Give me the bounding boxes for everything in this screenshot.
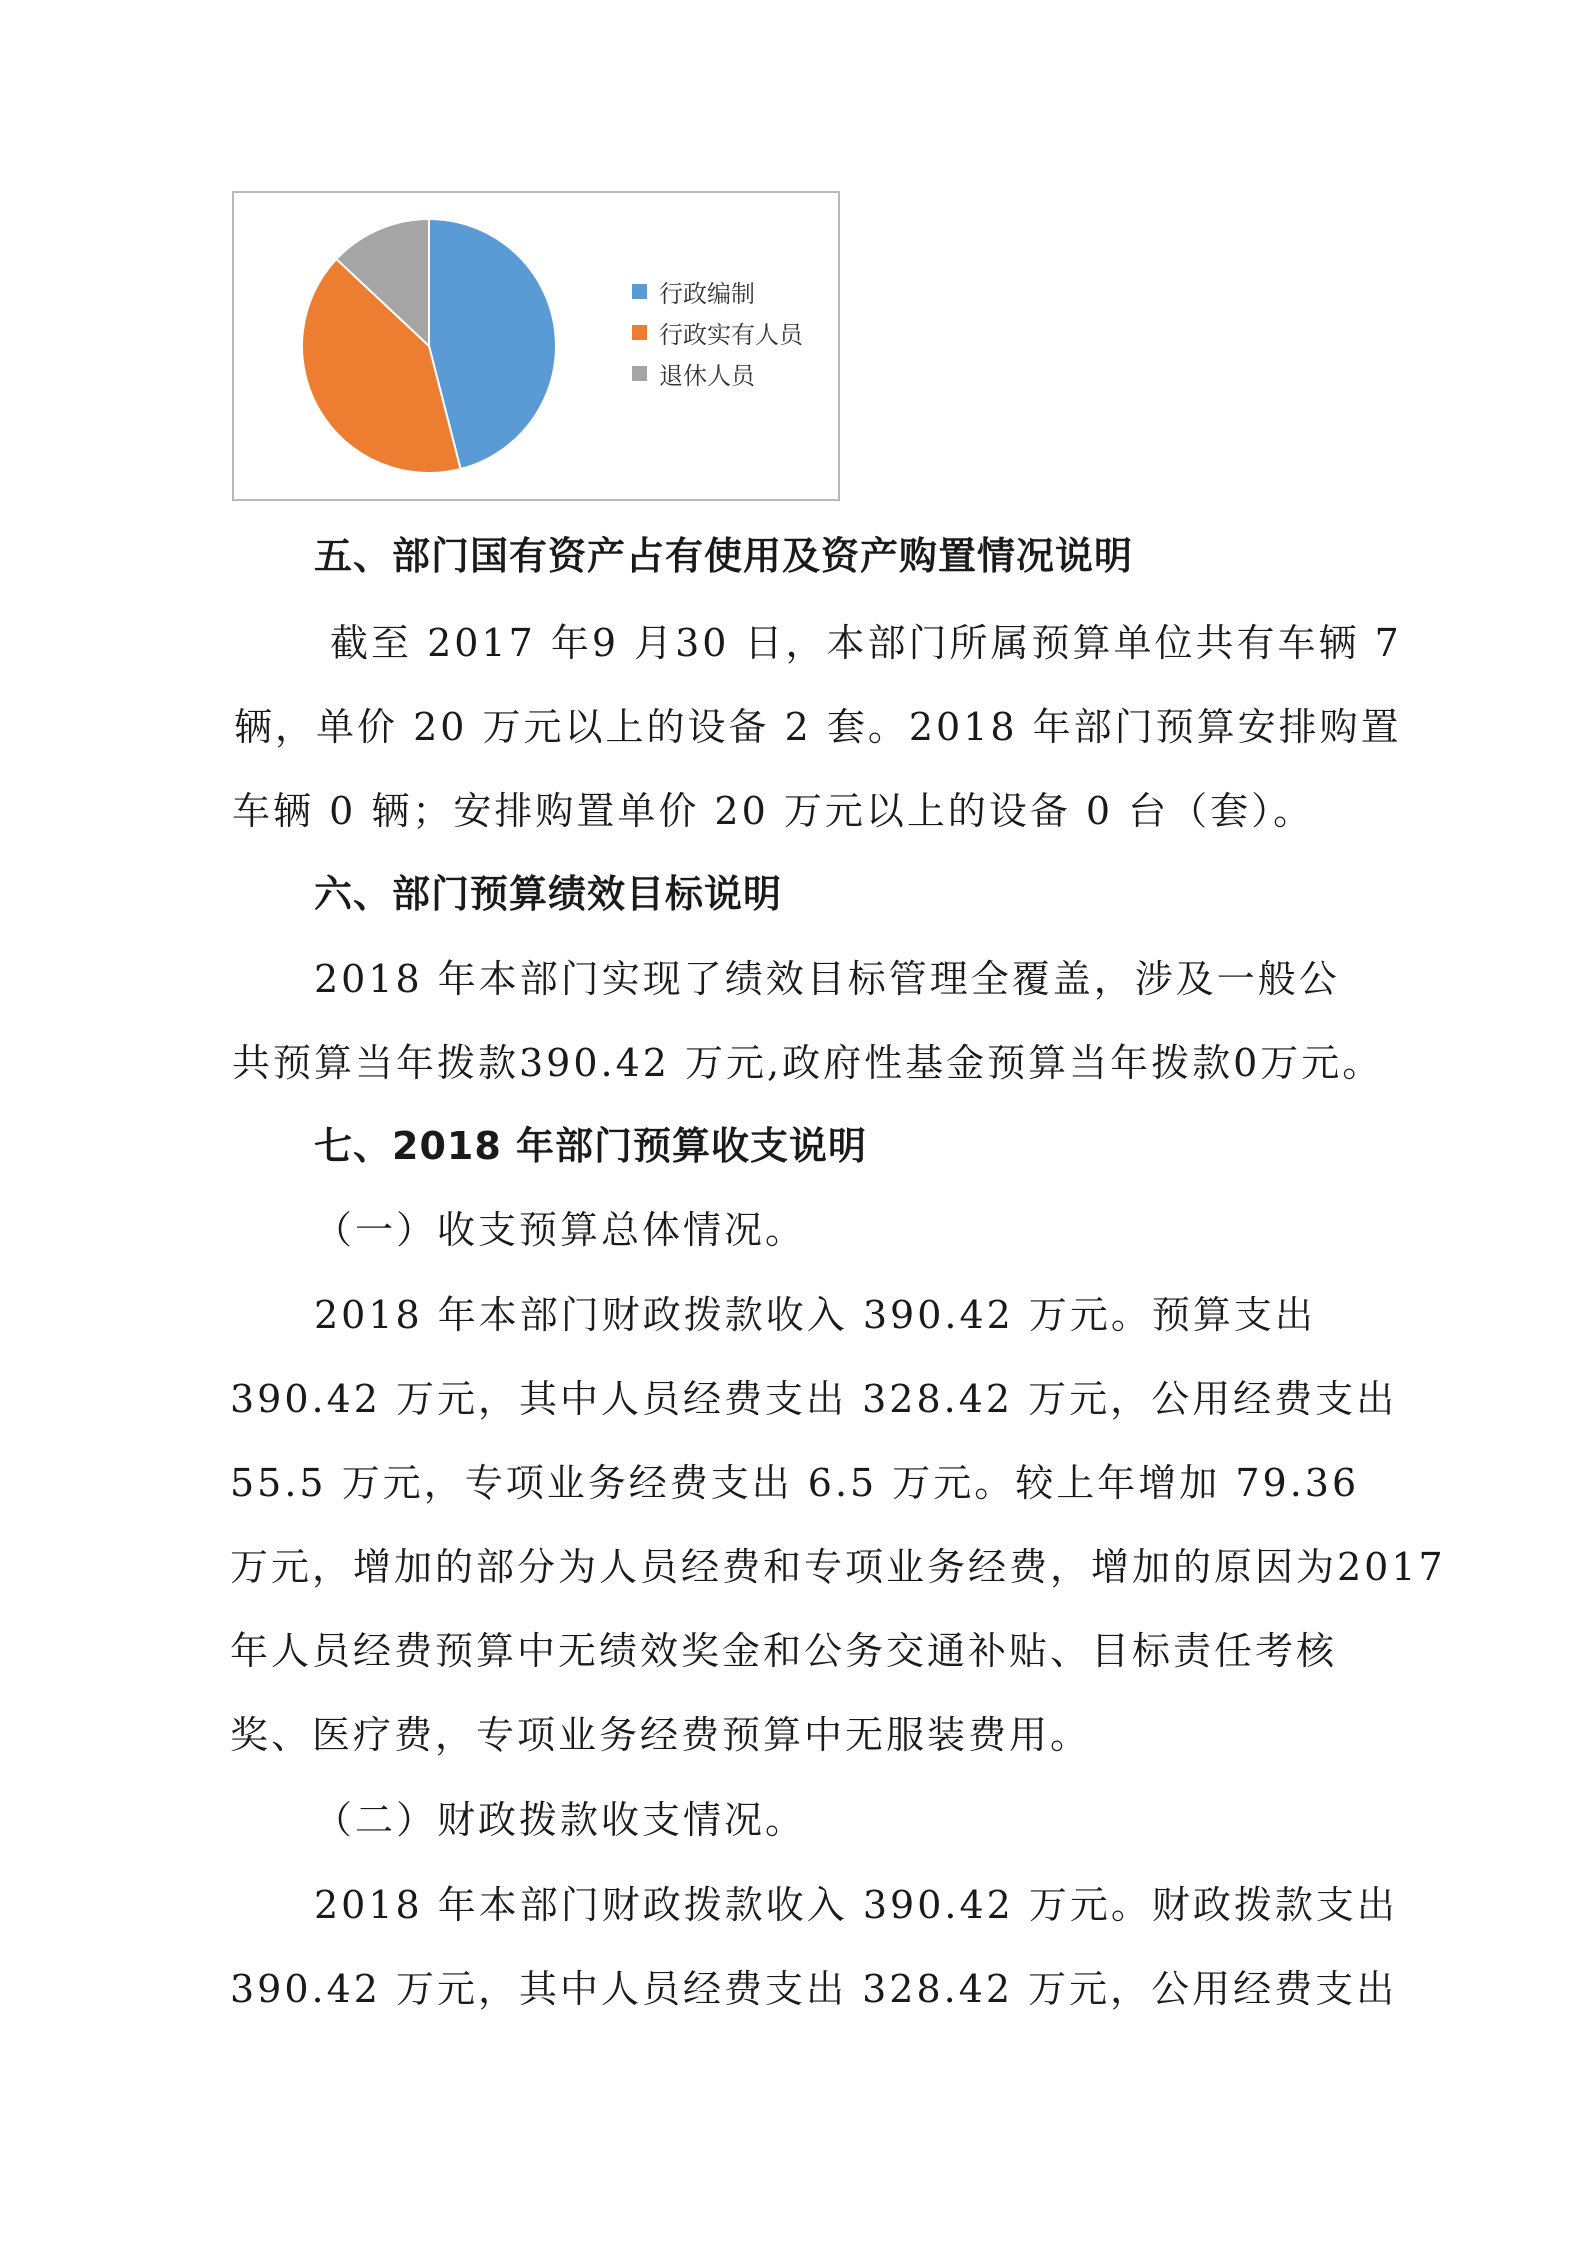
subsection-heading: （二）财政拨款收支情况。 [314,1798,807,1842]
legend-label: 行政实有人员 [659,321,803,349]
legend-item [632,271,803,312]
paragraph-line: 年人员经费预算中无绩效奖金和公务交通补贴、目标责任考核 [230,1629,1338,1673]
paragraph-line: 2018 年本部门财政拨款收入 390.42 万元。预算支出 [314,1293,1316,1337]
paragraph-line: 390.42 万元，其中人员经费支出 328.42 万元，公用经费支出 [230,1377,1398,1421]
legend-swatch [632,284,647,299]
legend-item [632,353,803,394]
pie-chart [232,191,840,501]
legend-swatch [632,366,647,381]
section-heading: 七、2018 年部门预算收支说明 [314,1124,867,1168]
paragraph-line: 辆，单价 20 万元以上的设备 2 套。2018 年部门预算安排购置 [234,705,1402,749]
chart-legend [632,271,803,394]
legend-item [632,312,803,353]
section-heading: 五、部门国有资产占有使用及资产购置情况说明 [314,534,1134,578]
paragraph-line: 2018 年本部门实现了绩效目标管理全覆盖，涉及一般公 [314,957,1340,1001]
paragraph-line: 55.5 万元，专项业务经费支出 6.5 万元。较上年增加 79.36 [230,1461,1360,1505]
legend-swatch [632,325,647,340]
paragraph-line: 截至 2017 年9 月30 日，本部门所属预算单位共有车辆 7 [330,621,1402,665]
legend-label: 行政编制 [659,280,755,308]
section-heading: 六、部门预算绩效目标说明 [314,872,783,916]
legend-label: 退休人员 [659,362,755,390]
subsection-heading: （一）收支预算总体情况。 [314,1208,807,1252]
paragraph-line: 共预算当年拨款390.42 万元,政府性基金预算当年拨款0万元。 [232,1041,1384,1085]
paragraph-line: 车辆 0 辆；安排购置单价 20 万元以上的设备 0 台（套）。 [232,789,1315,833]
paragraph-line: 万元，增加的部分为人员经费和专项业务经费，增加的原因为2017 [230,1545,1446,1589]
paragraph-line: 390.42 万元，其中人员经费支出 328.42 万元，公用经费支出 [230,1967,1398,2011]
paragraph-line: 奖、医疗费，专项业务经费预算中无服装费用。 [230,1713,1092,1757]
paragraph-line: 2018 年本部门财政拨款收入 390.42 万元。财政拨款支出 [314,1883,1398,1927]
